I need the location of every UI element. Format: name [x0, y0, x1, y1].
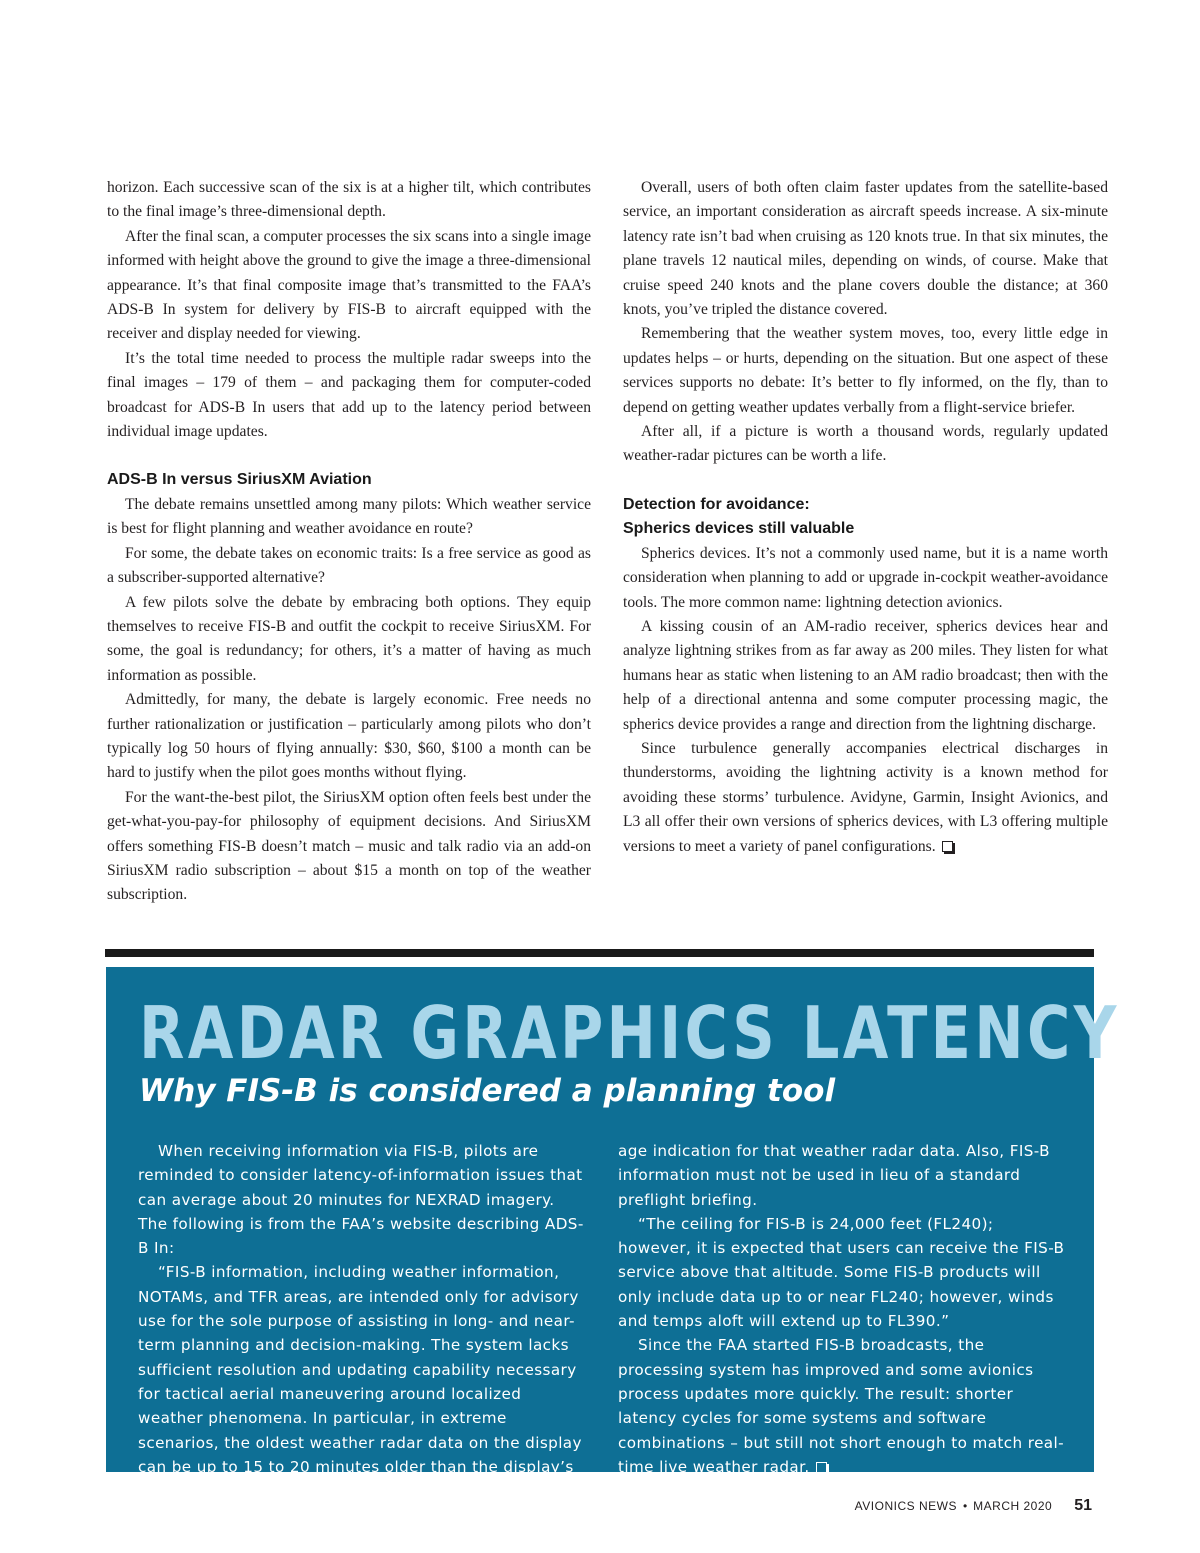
paragraph: For some, the debate takes on economic traits: Is a free service as good as a subscriber-supported alternative?	[107, 544, 591, 587]
section-heading: ADS-B In versus SiriusXM Aviation	[107, 471, 372, 489]
paragraph: “The ceiling for FIS-B is 24,000 feet (FL240); however, it is expected that users can receive the FIS-B service above that altitude. Some FIS-B products will only include data up to or near FL240; however, winds and temps aloft will extend up to FL390.”	[618, 1214, 1065, 1331]
paragraph: age indication for that weather radar data. Also, FIS-B information must not be used in lieu of a standard preflight briefing.	[618, 1142, 1050, 1209]
paragraph	[618, 1333, 1070, 1479]
end-mark-icon	[942, 841, 953, 852]
paragraph: For the want-the-best pilot, the SiriusXM option often feels best under the get-what-you-pay-for philosophy of equipment decisions. And SiriusXM offers something FIS-B doesn’t match – music and talk radio via an add-on SiriusXM radio subscription – about $15 a month on top of the weather subscription.	[107, 788, 591, 904]
page-footer	[855, 1497, 1092, 1515]
section-heading-line: Detection for avoidance:	[623, 495, 810, 513]
sidebar-left-column	[138, 1139, 584, 1479]
sidebar-subtitle: Why FIS-B is considered a planning tool	[139, 1073, 836, 1109]
paragraph: Remembering that the weather system moves, too, every little edge in updates helps – or hurts, depending on the situation. But one aspect of these services supports no debate: It’s better to fly informed, on the fly, than to depend on getting weather updates verbally from a flight-service briefer.	[623, 325, 1108, 416]
paragraph: “FIS-B information, including weather information, NOTAMs, and TFR areas, are intended only for advisory use for the sole purpose of assisting in long- and near-term planning and decision-making. The system lacks sufficient resolution and updating capability necessary for tactical aerial maneuvering around localized weather phenomena. In particular, in extreme scenarios, the oldest weather radar data on the display can be up to 15 to 20 minutes older than the display’s	[138, 1263, 582, 1476]
paragraph-text: Since the FAA started FIS-B broadcasts, the processing system has improved and some avionics process updates more quickly. The result: shorter latency cycles for some systems and software combinations – but still not short enough to match real-time live weather radar.	[618, 1336, 1065, 1476]
article-left-column	[107, 176, 591, 908]
footer-bullet: •	[962, 1499, 968, 1513]
sidebar-right-column	[618, 1139, 1070, 1479]
paragraph: After all, if a picture is worth a thousand words, regularly updated weather-radar pictures can be worth a life.	[623, 423, 1108, 465]
paragraph: horizon. Each successive scan of the six is at a higher tilt, which contributes to the final image’s three-dimensional depth.	[107, 179, 591, 221]
sidebar-title: RADAR GRAPHICS LATENCY	[139, 991, 1120, 1075]
paragraph: Overall, users of both often claim faster updates from the satellite-based service, an important consideration as aircraft speeds increase. A six-minute latency rate isn’t bad when cruising as 120 knots true. In that six minutes, the plane travels 12 nautical miles, depending on winds, of course. Make that cruise speed 240 knots and the plane covers double the distance; at 360 knots, you’ve tripled the distance covered.	[623, 179, 1108, 319]
paragraph: After the final scan, a computer processes the six scans into a single image informed with height above the ground to give the image a three-dimensional appearance. It’s that final composite image that’s transmitted to the FAA’s ADS-B In system for delivery by FIS-B to aircraft equipped with the receiver and display needed for viewing.	[107, 227, 591, 343]
page-number: 51	[1074, 1497, 1092, 1514]
section-heading	[623, 493, 1108, 542]
sidebar-box	[106, 967, 1120, 1476]
paragraph-text: Since turbulence generally accompanies electrical discharges in thunderstorms, avoiding the lightning activity is a known method for avoiding these storms’ turbulence. Avidyne, Garmin, Insight Avionics, and L3 all offer their own versions of spherics devices, with L3 offering multiple versions to meet a variety of panel configurations.	[623, 739, 1108, 855]
paragraph: It’s the total time needed to process the multiple radar sweeps into the final images – 179 of them – and packaging them for computer-coded broadcast for ADS-B In users that add up to the latency period between individual image updates.	[107, 349, 591, 441]
paragraph: The debate remains unsettled among many pilots: Which weather service is best for flight planning and weather avoidance en route?	[107, 495, 591, 538]
end-mark-icon	[816, 1462, 827, 1473]
section-heading-line: Spherics devices still valuable	[623, 520, 855, 538]
paragraph: When receiving information via FIS-B, pilots are reminded to consider latency-of-information issues that can average about 20 minutes for NEXRAD imagery. The following is from the FAA’s website describing ADS-B In:	[138, 1142, 584, 1258]
paragraph: Spherics devices. It’s not a commonly used name, but it is a name worth consideration when planning to add or upgrade in-cockpit weather-avoidance tools. The more common name: lightning detection avionics.	[623, 544, 1108, 611]
paragraph: A kissing cousin of an AM-radio receiver, spherics devices hear and analyze lightning strikes from as far away as 200 miles. They listen for what humans hear as static when listening to an AM radio broadcast; then with the help of a directional antenna and some computer processing magic, the spherics device provides a range and direction from the lightning discharge.	[623, 617, 1108, 733]
issue-date: MARCH 2020	[973, 1499, 1053, 1513]
sidebar-divider	[105, 949, 1094, 957]
paragraph: A few pilots solve the debate by embracing both options. They equip themselves to receive FIS-B and outfit the cockpit to receive SiriusXM. For some, the goal is redundancy; for others, it’s a matter of having as much information as possible.	[107, 593, 591, 684]
paragraph: Admittedly, for many, the debate is largely economic. Free needs no further rationalization or justification – particularly among pilots who don’t typically log 50 hours of flying annually: $30, $60, $100 a month can be hard to justify when the pilot goes months without flying.	[107, 691, 591, 782]
publication-name: AVIONICS NEWS	[854, 1499, 957, 1513]
article-right-column	[623, 176, 1108, 859]
paragraph	[623, 737, 1108, 859]
